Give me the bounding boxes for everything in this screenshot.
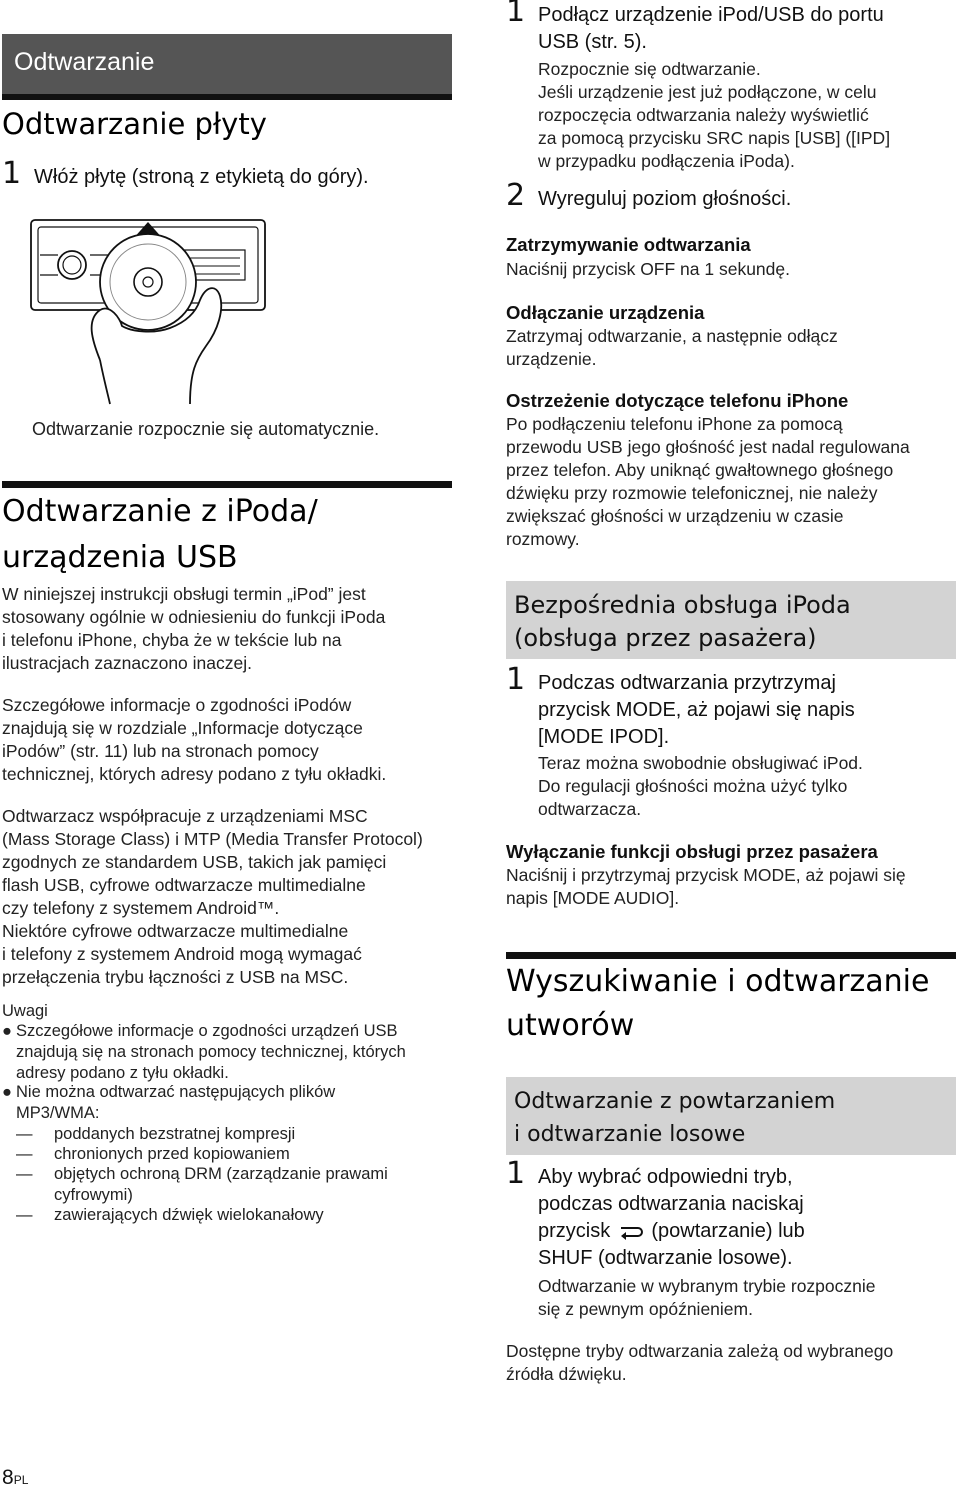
passenger-off-heading: Wyłączanie funkcji obsługi przez pasażera <box>506 841 878 862</box>
section-label: Odtwarzanie <box>14 48 155 76</box>
step-number: 1 <box>2 156 22 191</box>
dash-text: objętych ochroną DRM (zarządzanie prawami cyfrowymi) <box>54 1165 388 1204</box>
page-lang: PL <box>13 1473 29 1487</box>
usb-paragraph-2 <box>2 694 386 786</box>
bullet-icon: ● <box>2 1083 12 1101</box>
text-line: rozpoczęcia odtwarzania należy wyświetlić <box>538 105 869 125</box>
step-text: Podczas odtwarzania przytrzymaj przycisk MODE, aż pojawi się napis [MODE IPOD]. <box>538 672 855 748</box>
stop-heading: Zatrzymywanie odtwarzania <box>506 234 751 255</box>
text-line: Jeśli urządzenie jest już podłączone, w celu <box>538 82 877 102</box>
bullet-text: Szczegółowe informacje o zgodności urządzeń USB znajdują się na stronach pomocy technicznej, których adresy podano z tyłu okładki. <box>16 1022 406 1082</box>
usb-paragraph-1 <box>2 583 385 675</box>
disconnect-text: Zatrzymaj odtwarzanie, a następnie odłącz urządzenie. <box>506 326 838 369</box>
repeat-shuffle-band <box>506 1077 956 1155</box>
dash-icon: — <box>16 1125 33 1143</box>
text-line: stosowany ogólnie w odniesieniu do funkcji iPoda <box>2 607 386 627</box>
usb-title-line-2: urządzenia USB <box>2 540 238 575</box>
step-text: Podłącz urządzenie iPod/USB do portu USB (str. 5). <box>538 4 884 53</box>
repeat-shuffle-band-title: Odtwarzanie z powtarzaniem i odtwarzanie losowe <box>514 1089 836 1147</box>
text-line: Rozpocznie się odtwarzanie. <box>538 59 761 79</box>
section-rule <box>506 952 956 959</box>
text-line: i telefonu iPhone, chyba że w tekście lub na <box>2 630 342 650</box>
step-number: 1 <box>506 0 526 29</box>
warning-heading: Ostrzeżenie dotyczące telefonu iPhone <box>506 390 849 411</box>
text-line: zgodnych ze standardem USB, takich jak pamięci <box>2 852 387 872</box>
modes-note: Dostępne tryby odtwarzania zależą od wybranego źródła dźwięku. <box>506 1341 894 1384</box>
stop-text: Naciśnij przycisk OFF na 1 sekundę. <box>506 259 790 279</box>
disconnect-heading: Odłączanie urządzenia <box>506 302 705 323</box>
dash-icon: — <box>16 1165 33 1183</box>
dash-text: chronionych przed kopiowaniem <box>54 1145 290 1163</box>
step-number: 1 <box>506 662 526 697</box>
repeat-icon <box>618 1224 644 1240</box>
disc-title: Odtwarzanie płyty <box>2 107 267 141</box>
passenger-band <box>506 581 956 659</box>
passenger-band-title: Bezpośrednia obsługa iPoda (obsługa przez pasażera) <box>514 591 851 652</box>
text-line: technicznej, których adresy podano z tyłu okładki. <box>2 764 387 784</box>
step-text: Włóż płytę (stroną z etykietą do góry). <box>34 166 369 188</box>
text-line: w przypadku podłączenia iPoda). <box>538 151 795 171</box>
section-header-band <box>2 34 452 94</box>
search-title: Wyszukiwanie i odtwarzanie utworów <box>506 964 930 1043</box>
step-number: 2 <box>506 178 526 213</box>
page-num: 8 <box>2 1466 14 1489</box>
usb-title <box>2 489 318 581</box>
step-text: Wyreguluj poziom głośności. <box>538 188 792 210</box>
notes-heading: Uwagi <box>2 1002 48 1020</box>
passenger-step-1-desc: Teraz można swobodnie obsługiwać iPod. Do regulacji głośności można użyć tylko odtwarzacza. <box>538 753 863 819</box>
warning-text: Po podłączeniu telefonu iPhone za pomocą przewodu USB jego głośność jest nadal regulowana przez telefon. Aby uniknąć gwałtownego głośnego dźwięku przy rozmowie telefonicznej, nie należy zwiększać głośności w urządzeniu w czasie rozmowy. <box>506 414 910 549</box>
bullet-text: Nie można odtwarzać następujących plików MP3/WMA: <box>16 1083 336 1122</box>
usb-step-1-desc <box>538 58 890 173</box>
volume-knob <box>58 251 86 279</box>
usb-title-line-1: Odtwarzanie z iPoda/ <box>2 494 318 529</box>
text-line: ilustracjach zaznaczono inaczej. <box>2 653 252 673</box>
search-step-1-desc: Odtwarzanie w wybranym trybie rozpocznie się z pewnym opóźnieniem. <box>538 1276 876 1319</box>
step-number: 1 <box>506 1156 526 1191</box>
text-line: czy telefony z systemem Android™. <box>2 898 280 918</box>
text-line: za pomocą przycisku SRC napis [USB] ([IPD] <box>538 128 891 148</box>
text-line: Szczegółowe informacje o zgodności iPodów <box>2 695 352 715</box>
bullet-icon: ● <box>2 1022 12 1040</box>
text-line: flash USB, cyfrowe odtwarzacze multimedialne <box>2 875 366 895</box>
disc-autoplay-note: Odtwarzanie rozpocznie się automatycznie. <box>32 419 380 439</box>
disc-insert-illustration <box>30 200 270 405</box>
text-line: i telefony z systemem Android mogą wymagać <box>2 944 362 964</box>
passenger-off-text: Naciśnij i przytrzymaj przycisk MODE, aż pojawi się napis [MODE AUDIO]. <box>506 865 906 908</box>
text-line: znajdują się w rozdziale „Informacje dotyczące <box>2 718 363 738</box>
page-number <box>2 1466 28 1490</box>
text-line: iPodów” (str. 11) lub na stronach pomocy <box>2 741 319 761</box>
text-line: przełączenia trybu łączności z USB na MSC. <box>2 967 349 987</box>
dash-text: poddanych bezstratnej kompresji <box>54 1125 296 1143</box>
text-line: Niektóre cyfrowe odtwarzacze multimedialne <box>2 921 349 941</box>
dash-icon: — <box>16 1206 33 1224</box>
section-rule <box>2 481 452 488</box>
text-line: (Mass Storage Class) i MTP (Media Transfer Protocol) <box>2 829 423 849</box>
dash-icon: — <box>16 1145 33 1163</box>
step-text: Aby wybrać odpowiedni tryb, podczas odtwarzania naciskaj przycisk (powtarzanie) lub SHUF (odtwarzanie losowe). <box>538 1166 805 1269</box>
text-line: Odtwarzacz współpracuje z urządzeniami MSC <box>2 806 368 826</box>
text-line: W niniejszej instrukcji obsługi termin „iPod” jest <box>2 584 366 604</box>
usb-paragraph-3 <box>2 805 423 989</box>
dash-text: zawierających dźwięk wielokanałowy <box>54 1206 324 1224</box>
